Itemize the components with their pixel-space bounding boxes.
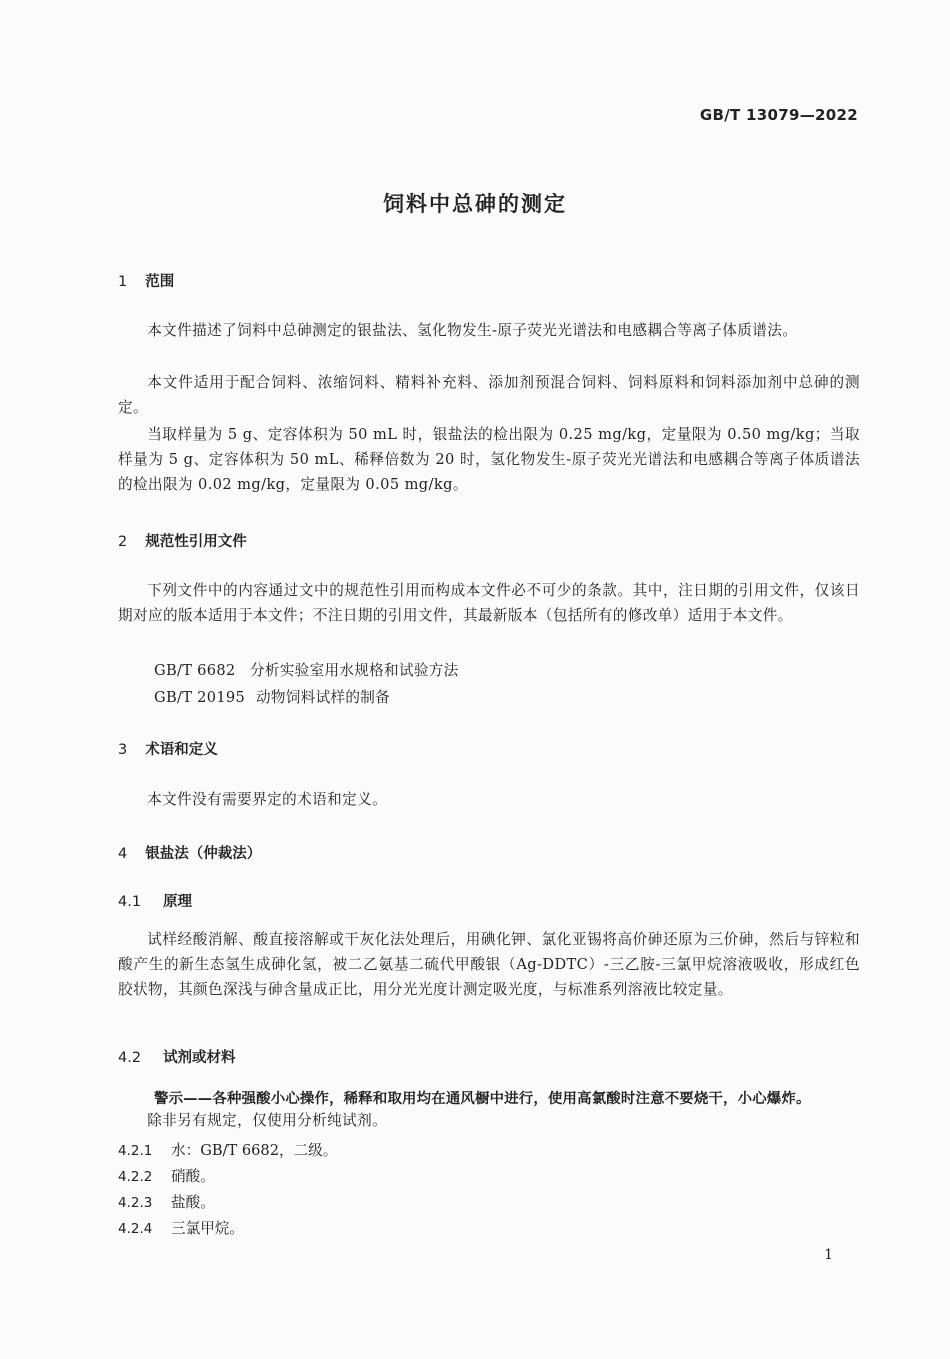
reference-name: 动物饲料试样的制备 bbox=[256, 689, 391, 706]
section-title: 规范性引用文件 bbox=[145, 534, 247, 550]
section-number: 1 bbox=[118, 274, 128, 290]
scope-paragraph-3: 当取样量为 5 g、定容体积为 50 mL 时，银盐法的检出限为 0.25 mg/kg，定量限为 0.50 mg/kg；当取样量为 5 g、定容体积为 50 mL、稀释倍数为 20 时，氢化物发生-原子荧光光谱法和电感耦合等离子体质谱法的检出限为 0.02 mg/kg，定量限为 0.05 mg/kg。 bbox=[118, 426, 860, 493]
reagent-item bbox=[118, 1165, 215, 1186]
reagent-number: 4.2.4 bbox=[118, 1221, 153, 1237]
page-number: 1 bbox=[824, 1247, 833, 1263]
section-number: 2 bbox=[118, 534, 128, 550]
section-title: 范围 bbox=[145, 274, 175, 290]
section-title: 原理 bbox=[163, 894, 193, 910]
scope-paragraph-2: 本文件适用于配合饲料、浓缩饲料、精料补充料、添加剂预混合饲料、饲料原料和饲料添加剂中总砷的测定。 bbox=[118, 374, 860, 416]
reagent-text: 三氯甲烷。 bbox=[171, 1220, 244, 1237]
reagent-item bbox=[118, 1217, 244, 1238]
section-title: 试剂或材料 bbox=[163, 1050, 236, 1066]
reference-item bbox=[154, 686, 390, 707]
section-number: 4 bbox=[118, 846, 128, 862]
safety-warning: 警示——各种强酸小心操作，稀释和取用均在通风橱中进行，使用高氯酸时注意不要烧干，小心爆炸。 bbox=[154, 1091, 811, 1107]
reference-code: GB/T 6682 bbox=[154, 662, 236, 679]
section-title: 银盐法（仲裁法） bbox=[145, 846, 262, 862]
reagent-text: 水：GB/T 6682，二级。 bbox=[171, 1142, 338, 1159]
document-title: 饲料中总砷的测定 bbox=[383, 192, 567, 216]
reagent-number: 4.2.2 bbox=[118, 1169, 153, 1185]
reagent-text: 盐酸。 bbox=[171, 1194, 215, 1211]
reagent-item bbox=[118, 1139, 337, 1160]
reagent-number: 4.2.1 bbox=[118, 1143, 153, 1159]
reagent-text: 硝酸。 bbox=[171, 1168, 215, 1185]
references-intro-paragraph: 下列文件中的内容通过文中的规范性引用而构成本文件必不可少的条款。其中，注日期的引用文件，仅该日期对应的版本适用于本文件；不注日期的引用文件，其最新版本（包括所有的修改单）适用于本文件。 bbox=[118, 582, 860, 624]
standard-code: GB/T 13079—2022 bbox=[699, 106, 858, 124]
section-number: 3 bbox=[118, 742, 128, 758]
section-1-heading bbox=[118, 270, 174, 291]
reagents-note-paragraph: 除非另有规定，仅使用分析纯试剂。 bbox=[147, 1112, 388, 1129]
reference-name: 分析实验室用水规格和试验方法 bbox=[250, 662, 459, 679]
section-4-1-heading bbox=[118, 890, 192, 911]
reagent-number: 4.2.3 bbox=[118, 1195, 153, 1211]
section-number: 4.1 bbox=[118, 894, 142, 910]
section-title: 术语和定义 bbox=[145, 742, 218, 758]
reference-code: GB/T 20195 bbox=[154, 689, 246, 706]
section-4-2-heading bbox=[118, 1046, 236, 1067]
scope-paragraph-1: 本文件描述了饲料中总砷测定的银盐法、氢化物发生-原子荧光光谱法和电感耦合等离子体质谱法。 bbox=[147, 322, 798, 339]
section-4-heading bbox=[118, 842, 261, 863]
section-3-heading bbox=[118, 738, 218, 759]
reagent-item bbox=[118, 1191, 215, 1212]
section-2-heading bbox=[118, 530, 247, 551]
terms-paragraph: 本文件没有需要界定的术语和定义。 bbox=[147, 791, 388, 808]
principle-paragraph: 试样经酸消解、酸直接溶解或干灰化法处理后，用碘化钾、氯化亚锡将高价砷还原为三价砷，然后与锌粒和酸产生的新生态氢生成砷化氢，被二乙氨基二硫代甲酸银（Ag-DDTC）-三乙胺-三氯甲烷溶液吸收，形成红色胶状物，其颜色深浅与砷含量成正比，用分光光度计测定吸光度，与标准系列溶液比较定量。 bbox=[118, 931, 860, 998]
reference-item bbox=[154, 659, 459, 680]
section-number: 4.2 bbox=[118, 1050, 142, 1066]
